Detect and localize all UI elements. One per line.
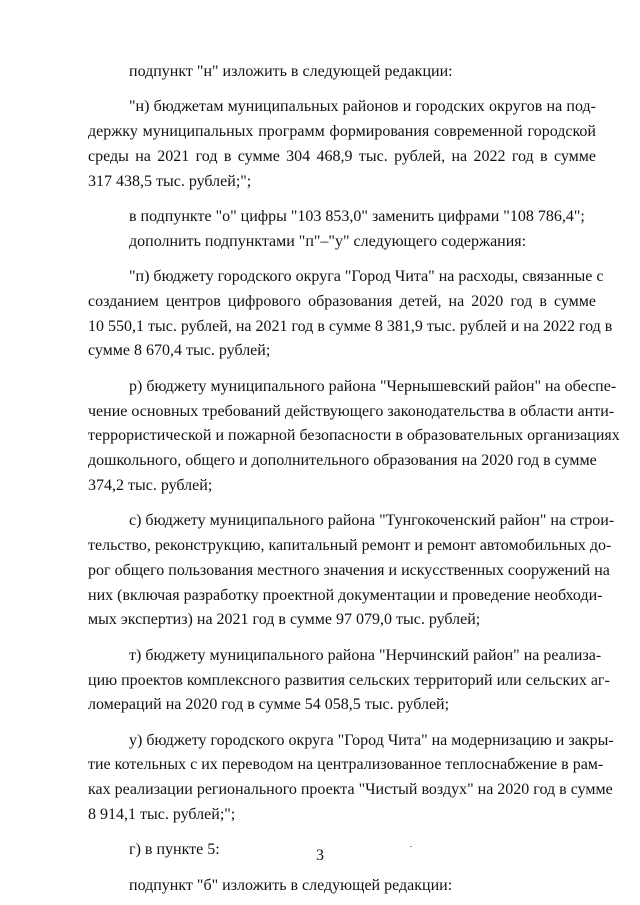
paragraph-line: мых экспертиз) на 2021 год в сумме 97 079,0 тыс. рублей; [88, 611, 481, 629]
paragraph-line: тельство, реконструкцию, капитальный ремонт и ремонт автомобильных до- [88, 537, 612, 555]
paragraph-line: сумме 8 670,4 тыс. рублей; [88, 342, 271, 360]
paragraph-line: дошкольного, общего и дополнительного образования на 2020 год в сумме [88, 452, 597, 470]
paragraph-line: подпункт "б" изложить в следующей редакции: [129, 876, 453, 894]
paragraph-line: "н) бюджетам муниципальных районов и городских округов на под- [129, 98, 596, 116]
paragraph-line: держку муниципальных программ формирования современной городской [88, 123, 596, 141]
paragraph-line: чение основных требований действующего законодательства в области анти- [88, 402, 615, 420]
paragraph-line: подпункт "н" изложить в следующей редакции: [129, 63, 453, 80]
paragraph-line: 8 914,1 тыс. рублей;"; [88, 806, 236, 824]
paragraph-line: цию проектов комплексного развития сельских территорий или сельских аг- [88, 671, 610, 689]
paragraph-line: у) бюджету городского округа "Город Чита" на модернизацию и закры- [129, 731, 614, 749]
paragraph-line: 374,2 тыс. рублей; [88, 476, 213, 494]
page-number: 3 [316, 847, 324, 864]
paragraph-line: с) бюджету муниципального района "Тунгокоченский район" на строи- [129, 512, 615, 530]
paragraph-line: т) бюджету муниципального района "Нерчинский район" на реализа- [129, 646, 602, 664]
paragraph-line: рог общего пользования местного значения и искусственных сооружений на [88, 561, 610, 579]
paragraph-line: 10 550,1 тыс. рублей, на 2021 год в сумме 8 381,9 тыс. рублей и на 2022 год в [88, 317, 613, 335]
paragraph-line: тие котельных с их переводом на централизованное теплоснабжение в рам- [88, 756, 604, 774]
paragraph-line: них (включая разработку проектной документации и проведение необходи- [88, 586, 603, 604]
paragraph-line: "п) бюджету городского округа "Город Чита" на расходы, связанные с [129, 268, 604, 286]
document-body [88, 60, 620, 898]
paragraph-line: среды на 2021 год в сумме 304 468,9 тыс. рублей, на 2022 год в сумме [88, 147, 596, 165]
paragraph-line: дополнить подпунктами "п"–"у" следующего содержания: [129, 232, 527, 250]
paragraph-line: террористической и пожарной безопасности в образовательных организациях [88, 427, 620, 445]
paragraph-line: г) в пункте 5: [129, 841, 220, 859]
paragraph-line: ках реализации регионального проекта "Чистый воздух" на 2020 год в сумме [88, 781, 613, 799]
paragraph-line: 317 438,5 тыс. рублей;"; [88, 172, 252, 190]
paragraph-line: р) бюджету муниципального района "Чернышевский район" на обеспе- [129, 377, 617, 395]
paragraph-line: ломераций на 2020 год в сумме 54 058,5 тыс. рублей; [88, 696, 450, 714]
paragraph-line: в подпункте "о" цифры "103 853,0" заменить цифрами "108 786,4"; [129, 207, 585, 225]
paragraph-line: созданием центров цифрового образования детей, на 2020 год в сумме [88, 292, 596, 310]
